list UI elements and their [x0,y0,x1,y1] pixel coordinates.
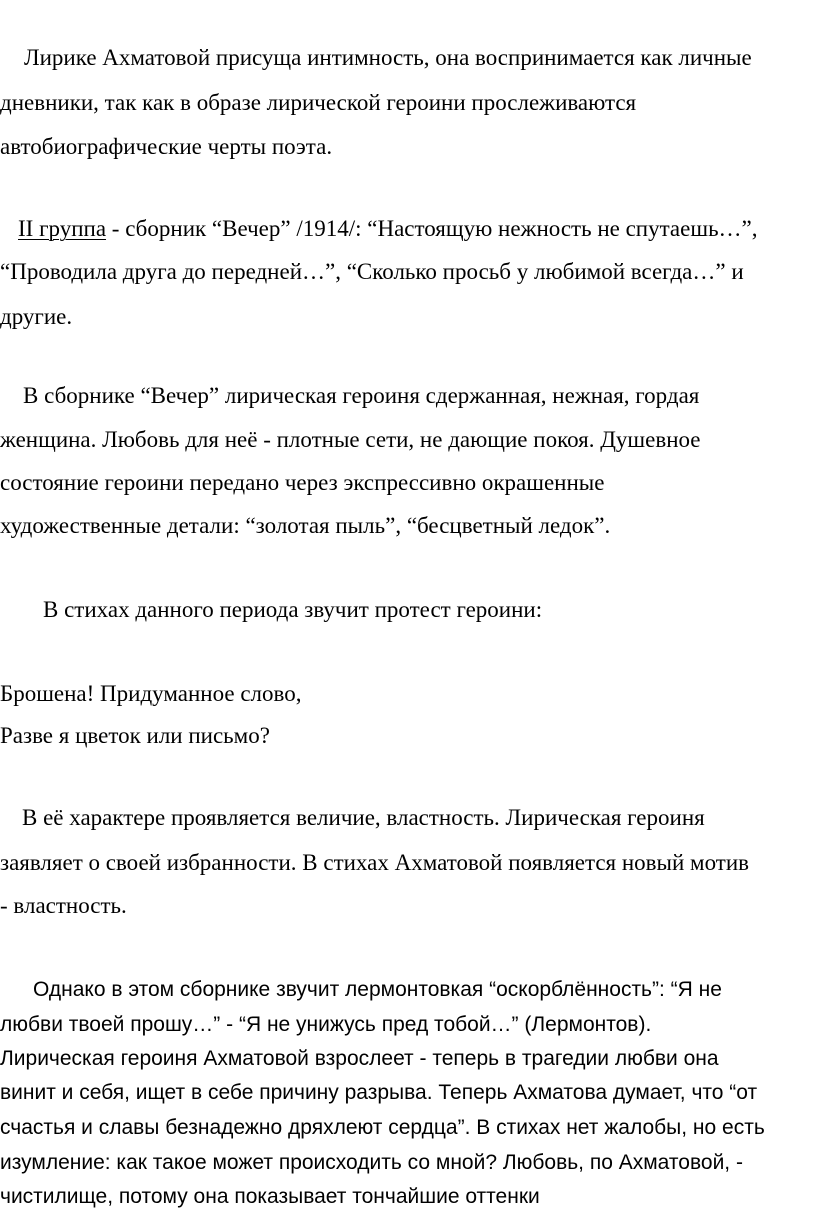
paragraph-1-line-1: Лирике Ахматовой присуща интимность, она воспринимается как личные [24,45,752,70]
paragraph-3-line-2: женщина. Любовь для неё - плотные сети, не дающие покоя. Душевное [0,427,701,452]
paragraph-5-line-3: - властность. [0,893,127,918]
paragraph-6-line-5: счастья и славы безнадежно дряхлеют сердца”. В стихах нет жалобы, но есть [0,1116,765,1139]
paragraph-6-line-2: любви твоей прошу…” - “Я не унижусь пред тобой…” (Лермонтов). [0,1013,652,1036]
paragraph-1-line-2: дневники, так как в образе лирической героини прослеживаются [0,90,637,115]
paragraph-3-line-1: В сборнике “Вечер” лирическая героиня сдержанная, нежная, гордая [23,383,700,408]
paragraph-5-line-1: В её характере проявляется величие, властность. Лирическая героиня [22,805,705,830]
paragraph-3-line-3: состояние героини передано через экспрессивно окрашенные [0,470,605,495]
paragraph-2-line-1 [18,217,758,240]
paragraph-6-line-1: Однако в этом сборнике звучит лермонтовкая “оскорблённость”: “Я не [33,978,722,1001]
paragraph-2-line-3: другие. [0,304,73,329]
paragraph-6-line-4: винит и себя, ищет в себе причину разрыва. Теперь Ахматова думает, что “от [0,1081,758,1104]
paragraph-2-line-2: “Проводила друга до передней…”, “Сколько просьб у любимой всегда…” и [0,259,744,284]
poem-line-1: Брошена! Придуманное слово, [0,681,302,706]
paragraph-3-line-4: художественные детали: “золотая пыль”, “бесцветный ледок”. [0,513,611,538]
paragraph-4-line-1: В стихах данного периода звучит протест героини: [43,597,543,622]
paragraph-6-line-6: изумление: как такое может происходить со мной? Любовь, по Ахматовой, - [0,1151,743,1174]
poem-line-2: Разве я цветок или письмо? [0,723,270,748]
paragraph-6-line-3: Лирическая героиня Ахматовой взрослеет - теперь в трагедии любви она [0,1047,719,1070]
paragraph-5-line-2: заявляет о своей избранности. В стихах Ахматовой появляется новый мотив [0,850,750,875]
group-heading: II группа [18,216,107,241]
paragraph-6-line-7: чистилище, потому она показывает тончайшие оттенки [0,1185,540,1208]
paragraph-2-line-1-text: - сборник “Вечер” /1914/: “Настоящую нежность не спутаешь…”, [106,216,758,241]
paragraph-1-line-3: автобиографические черты поэта. [0,134,333,159]
